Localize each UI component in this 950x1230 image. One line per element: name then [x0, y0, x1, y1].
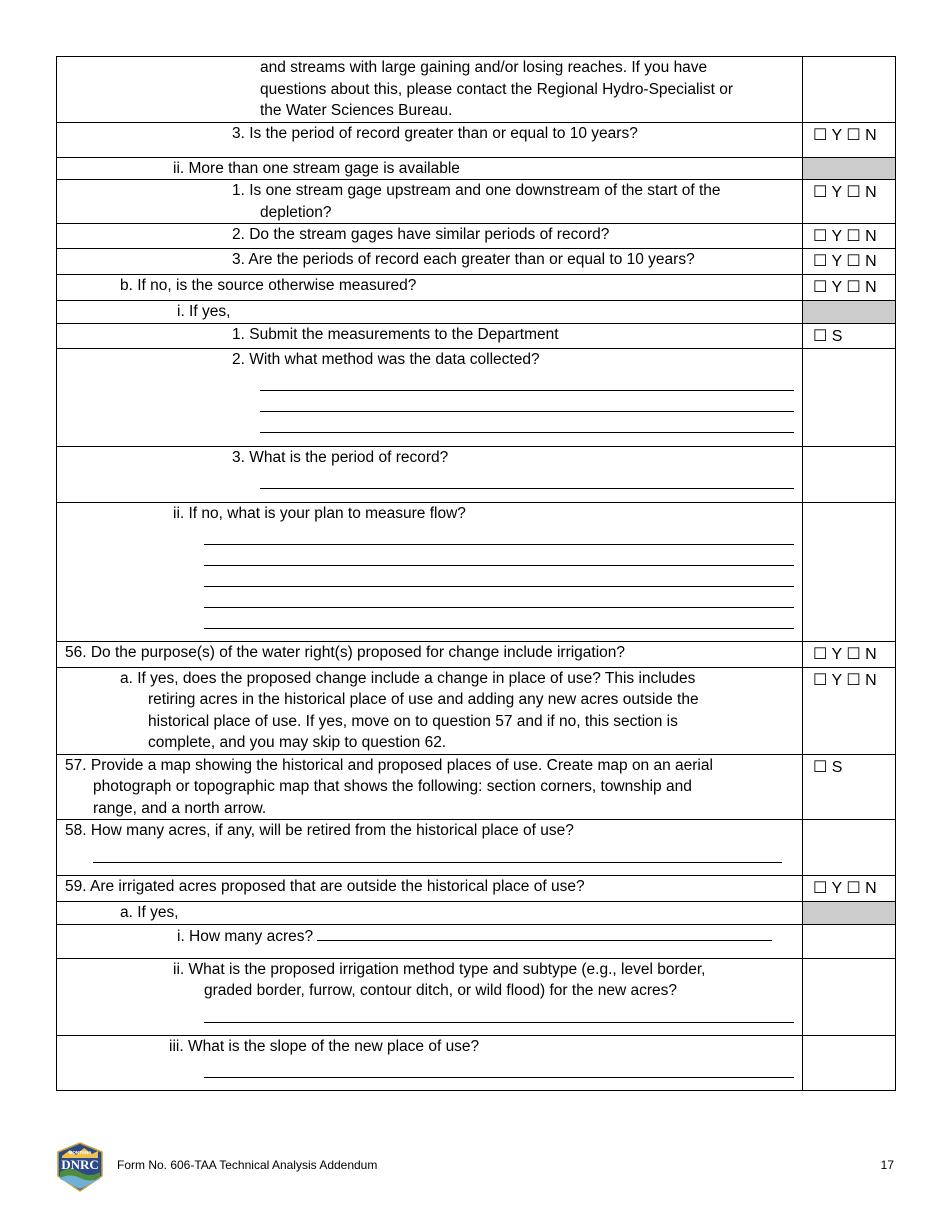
continuation-line-2: questions about this, please contact the Regional Hydro-Specialist or [260, 80, 734, 98]
question-text: 3. What is the period of record? [232, 448, 449, 466]
shaded-cell [803, 902, 896, 925]
yes-no-checkboxes[interactable]: ☐ Y ☐ N [813, 126, 877, 144]
question-text: 1. Submit the measurements to the Department [232, 325, 559, 343]
form-label: Form No. 606-TAA Technical Analysis Addendum [117, 1158, 378, 1172]
yes-no-checkboxes[interactable]: ☐ Y ☐ N [813, 253, 877, 270]
answer-line[interactable] [204, 587, 794, 608]
question-text: 2. Do the stream gages have similar periods of record? [232, 226, 610, 243]
answer-line[interactable] [260, 391, 794, 412]
answer-line[interactable] [260, 468, 794, 489]
page-footer [0, 1140, 950, 1200]
question-text: ii. What is the proposed irrigation method type and subtype (e.g., level border, [173, 960, 706, 978]
answer-line[interactable] [260, 370, 794, 391]
row-q57-map [57, 754, 896, 820]
page-number: 17 [880, 1158, 894, 1172]
answer-line[interactable] [260, 412, 794, 433]
shaded-cell [803, 157, 896, 180]
row-more-than-one-gage [57, 157, 896, 180]
row-q-data-method [57, 348, 896, 446]
row-if-yes [57, 301, 896, 324]
question-text: 59. Are irrigated acres proposed that are outside the historical place of use? [65, 878, 585, 895]
question-text-cont: retiring acres in the historical place of use and adding any new acres outside the [148, 691, 699, 708]
row-q-source-otherwise-measured [57, 275, 896, 301]
row-q-submit-measurements [57, 323, 896, 348]
continuation-line-3: the Water Sciences Bureau. [260, 102, 453, 119]
yes-no-checkboxes[interactable]: ☐ Y ☐ N [813, 228, 877, 245]
logo-text: DNRC [61, 1157, 99, 1172]
question-text: 57. Provide a map showing the historical and proposed places of use. Create map on an aerial [65, 756, 713, 774]
question-text-cont: depletion? [260, 203, 332, 221]
yes-no-checkboxes[interactable]: ☐ Y ☐ N [813, 279, 877, 296]
question-text: 1. Is one stream gage upstream and one downstream of the start of the [232, 182, 721, 199]
answer-line[interactable] [204, 1057, 794, 1078]
row-q-plan-measure-flow [57, 502, 896, 641]
continuation-line-1: and streams with large gaining and/or losing reaches. If you have [260, 59, 708, 76]
answer-line[interactable] [204, 608, 794, 629]
row-q-period-10-years [57, 122, 896, 157]
question-text: b. If no, is the source otherwise measured? [120, 277, 417, 294]
row-q56-irrigation [57, 641, 896, 667]
answer-line[interactable] [317, 925, 772, 941]
question-text: 56. Do the purpose(s) of the water right(s) proposed for change include irrigation? [65, 643, 626, 661]
submit-checkbox[interactable]: ☐ S [813, 758, 843, 776]
question-text: a. If yes, does the proposed change include a change in place of use? This includes [120, 669, 696, 687]
form-table [56, 56, 896, 1091]
shaded-cell [803, 301, 896, 324]
row-q59ai-how-many-acres [57, 924, 896, 958]
answer-line[interactable] [204, 545, 794, 566]
row-q-similar-periods [57, 224, 896, 249]
answer-line[interactable] [93, 842, 782, 863]
row-q56a-place-of-use [57, 667, 896, 754]
submit-checkbox[interactable]: ☐ S [813, 327, 843, 345]
question-text: 3. Are the periods of record each greater than or equal to 10 years? [232, 251, 695, 268]
row-q59-irrigated-acres [57, 876, 896, 902]
row-q59aii-irrigation-method [57, 958, 896, 1035]
question-text: ii. More than one stream gage is available [173, 159, 460, 177]
question-text-cont: photograph or topographic map that shows the following: section corners, township and [93, 778, 692, 795]
answer-line[interactable] [204, 566, 794, 587]
question-text: 58. How many acres, if any, will be retired from the historical place of use? [65, 822, 574, 839]
question-text-cont: range, and a north arrow. [93, 799, 267, 817]
question-text-cont: complete, and you may skip to question 62. [148, 734, 447, 751]
row-q-period-of-record [57, 446, 896, 502]
row-q59a-if-yes [57, 902, 896, 925]
dnrc-logo [56, 1142, 104, 1192]
row-q58-retired-acres [57, 820, 896, 876]
question-text: ii. If no, what is your plan to measure flow? [173, 504, 466, 522]
yes-no-checkboxes[interactable]: ☐ Y ☐ N [813, 880, 877, 897]
answer-line[interactable] [204, 524, 794, 545]
question-text: 2. With what method was the data collected? [232, 350, 540, 368]
yes-no-checkboxes[interactable]: ☐ Y ☐ N [813, 671, 877, 689]
question-text: a. If yes, [120, 904, 179, 921]
row-q59aiii-slope [57, 1035, 896, 1090]
row-q-gage-upstream-downstream [57, 180, 896, 224]
question-text-cont: graded border, furrow, contour ditch, or wild flood) for the new acres? [204, 982, 677, 999]
yes-no-checkboxes[interactable]: ☐ Y ☐ N [813, 184, 877, 201]
question-text-cont: historical place of use. If yes, move on to question 57 and if no, this section is [148, 712, 678, 730]
question-text: iii. What is the slope of the new place of use? [169, 1037, 480, 1055]
logo-small-text: MONTANA [68, 1150, 92, 1155]
row-continuation [57, 57, 896, 123]
yes-no-checkboxes[interactable]: ☐ Y ☐ N [813, 645, 877, 663]
question-text: i. If yes, [177, 303, 231, 320]
question-text: 3. Is the period of record greater than or equal to 10 years? [232, 124, 638, 142]
row-q-periods-each-10-years [57, 249, 896, 275]
answer-line[interactable] [204, 1002, 794, 1023]
question-text: i. How many acres? [177, 927, 314, 945]
